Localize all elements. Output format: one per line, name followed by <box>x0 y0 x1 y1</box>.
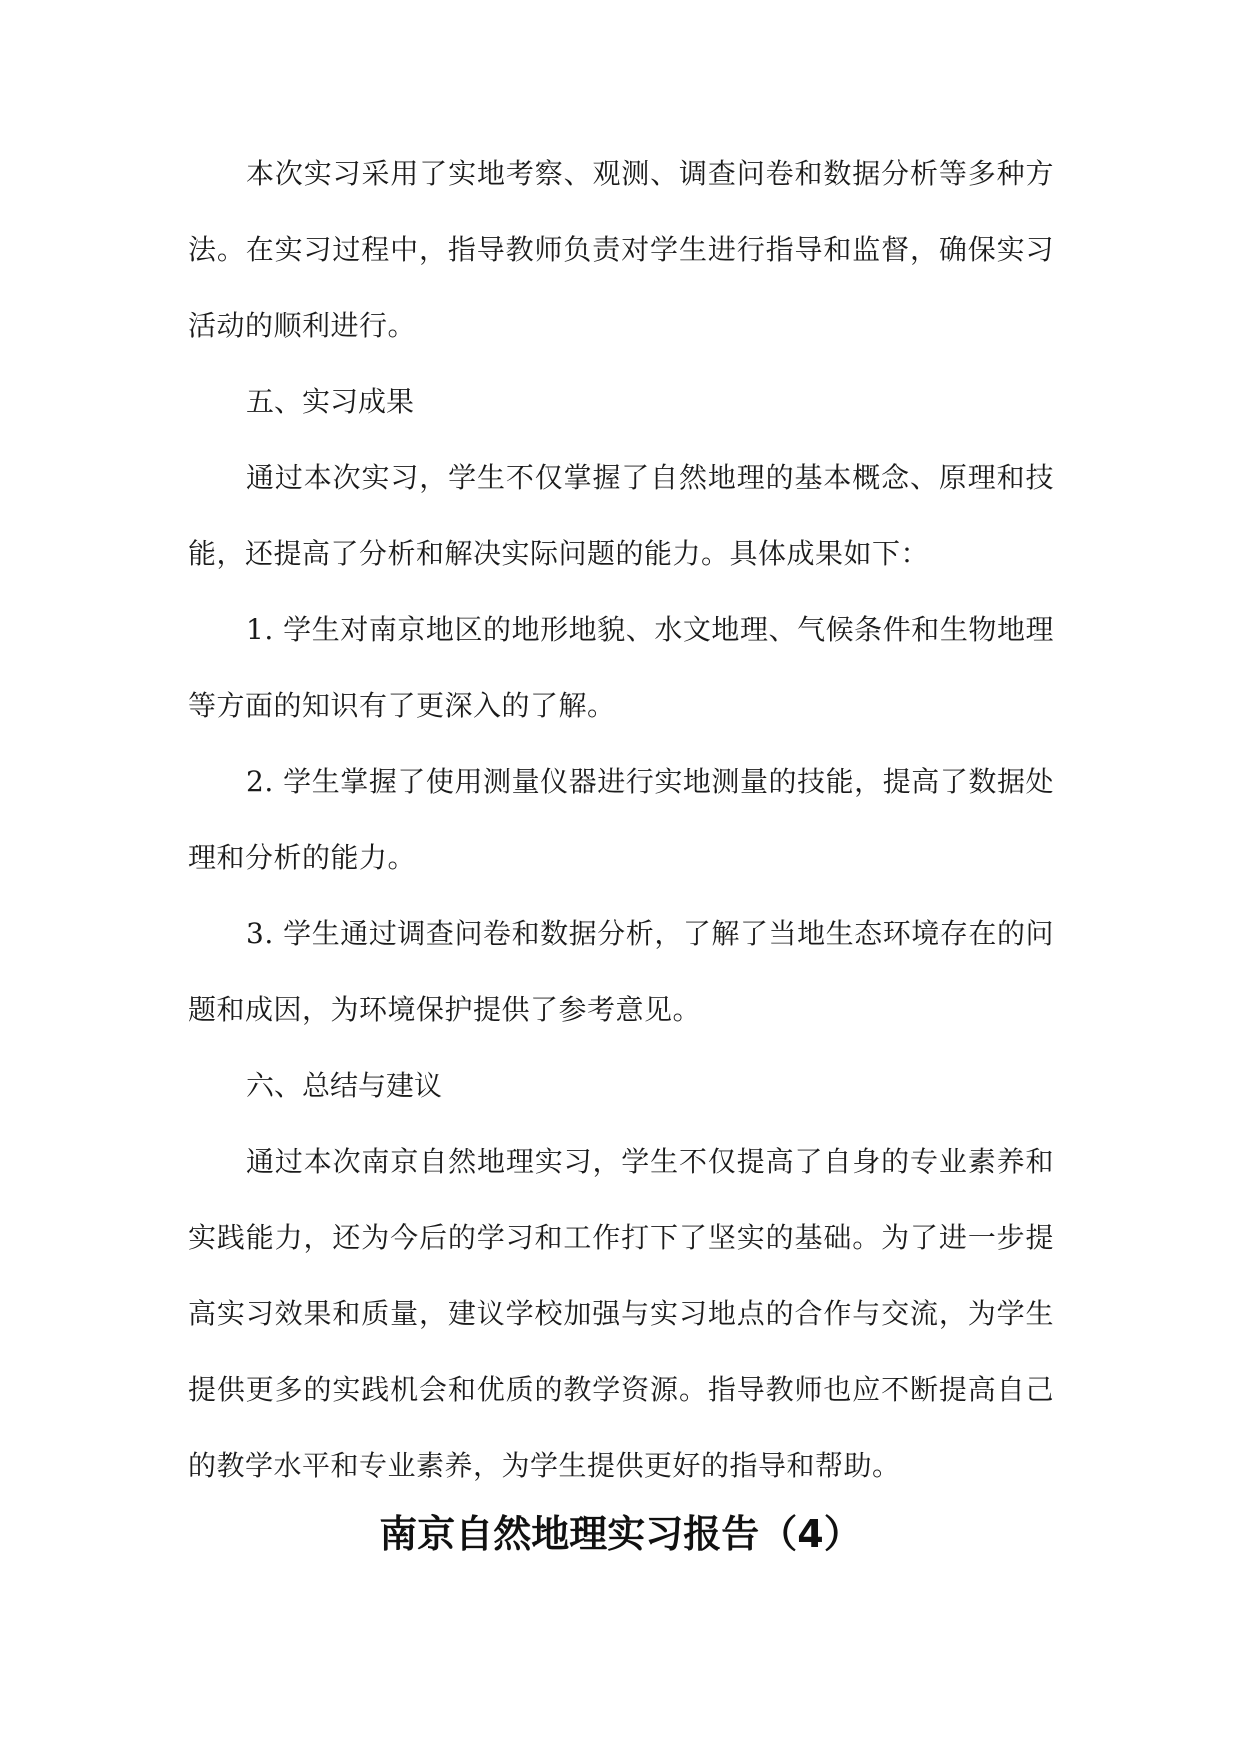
list-item-2: 2. 学生掌握了使用测量仪器进行实地测量的技能，提高了数据处理和分析的能力。 <box>188 765 1054 874</box>
paragraph-results-intro: 通过本次实习，学生不仅掌握了自然地理的基本概念、原理和技能，还提高了分析和解决实际问题的能力。具体成果如下： <box>188 461 1054 570</box>
list-item-3: 3. 学生通过调查问卷和数据分析，了解了当地生态环境存在的问题和成因，为环境保护提供了参考意见。 <box>188 917 1054 1026</box>
report-title: 南京自然地理实习报告（4） <box>379 1512 862 1556</box>
section-heading-summary: 六、总结与建议 <box>246 1069 443 1102</box>
list-item-1: 1. 学生对南京地区的地形地貌、水文地理、气候条件和生物地理等方面的知识有了更深入的了解。 <box>188 613 1054 722</box>
paragraph-summary: 通过本次南京自然地理实习，学生不仅提高了自身的专业素养和实践能力，还为今后的学习和工作打下了坚实的基础。为了进一步提高实习效果和质量，建议学校加强与实习地点的合作与交流，为学生提供更多的实践机会和优质的教学资源。指导教师也应不断提高自己的教学水平和专业素养，为学生提供更好的指导和帮助。 <box>188 1145 1054 1482</box>
document-body <box>188 136 1054 1504</box>
section-heading-results: 五、实习成果 <box>246 385 415 418</box>
paragraph-methods: 本次实习采用了实地考察、观测、调查问卷和数据分析等多种方法。在实习过程中，指导教师负责对学生进行指导和监督，确保实习活动的顺利进行。 <box>188 157 1054 342</box>
